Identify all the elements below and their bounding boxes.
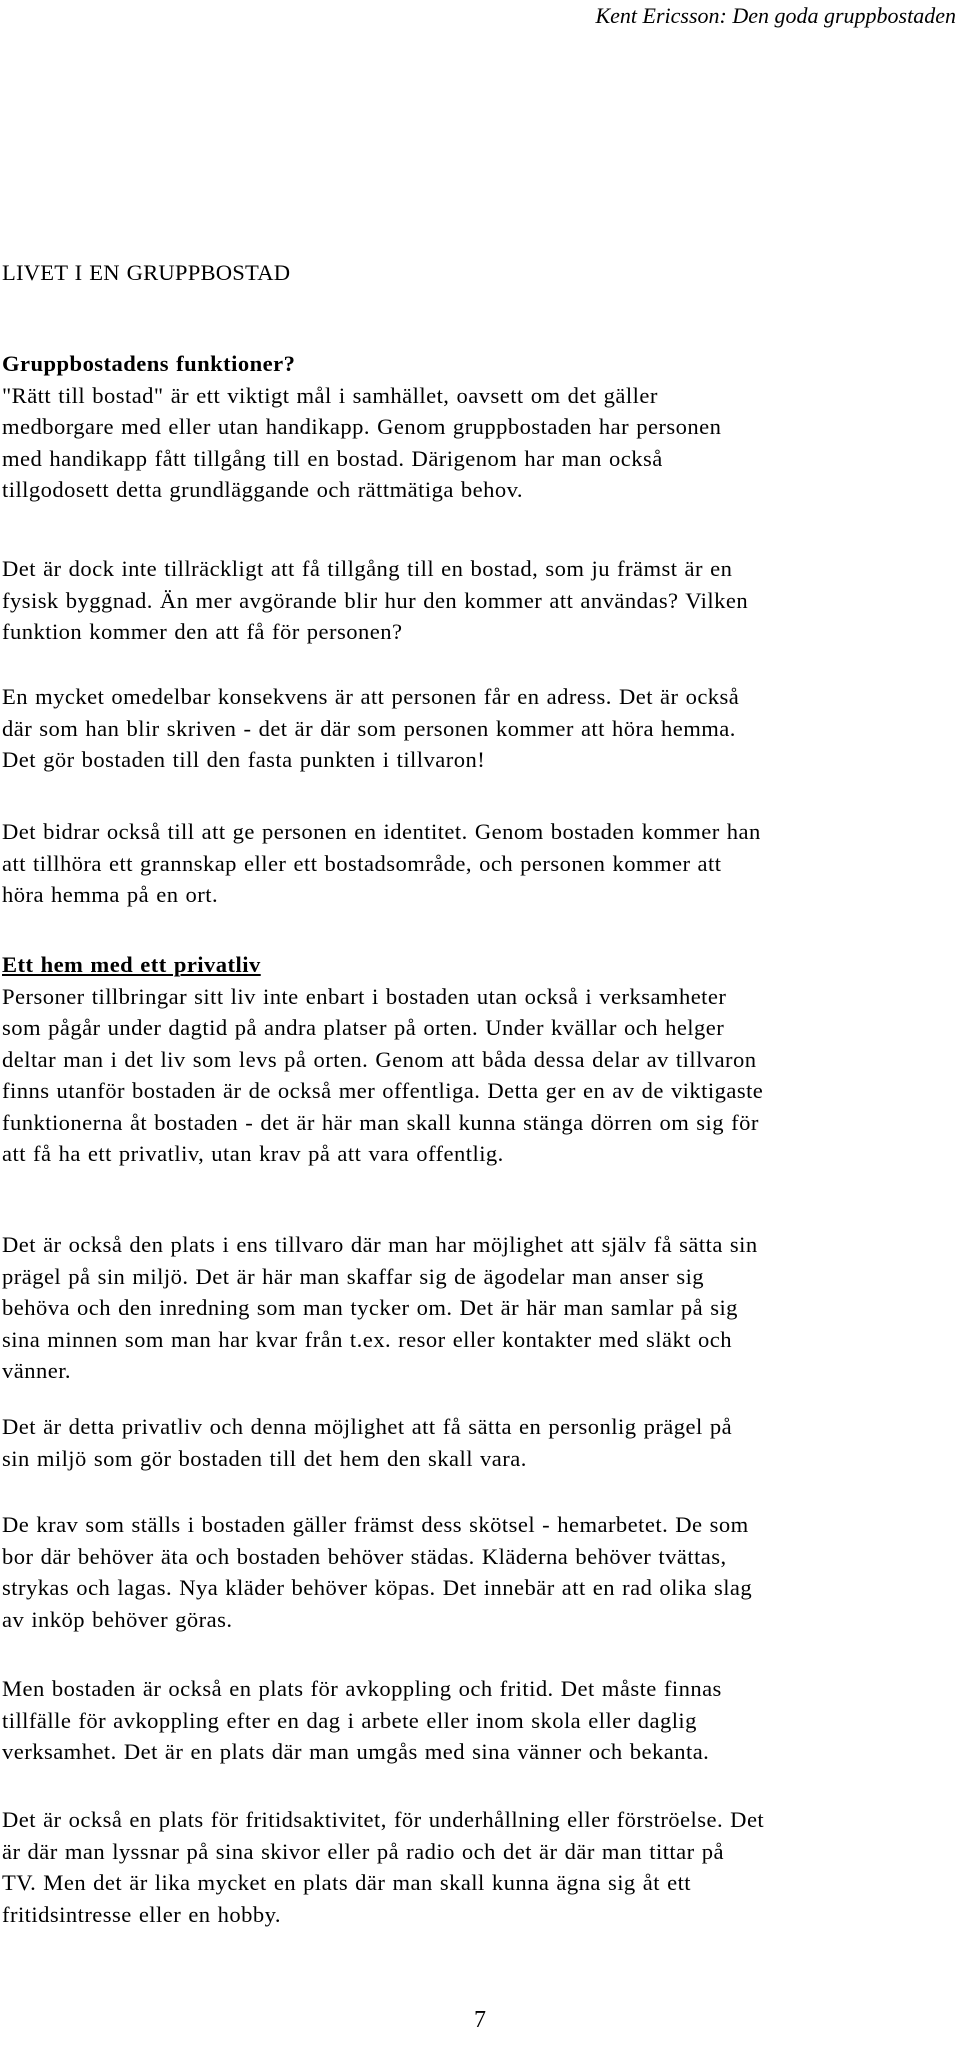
- text-line: deltar man i det liv som levs på orten. Genom att båda dessa delar av tillvaron: [2, 1046, 757, 1072]
- paragraph: [2, 1229, 758, 1387]
- text-line: som pågår under dagtid på andra platser på orten. Under kvällar och helger: [2, 1015, 725, 1040]
- text-line: En mycket omedelbar konsekvens är att personen får en adress. Det är också: [2, 684, 740, 709]
- text-line: prägel på sin miljö. Det är här man skaffar sig de ägodelar man anser sig: [2, 1263, 705, 1289]
- text-line: tillfälle för avkoppling efter en dag i arbete eller inom skola eller daglig: [2, 1707, 697, 1733]
- section-gruppbostadens-funktioner: [2, 348, 721, 506]
- text-line: vänner.: [2, 1358, 72, 1383]
- paragraph: [2, 816, 761, 911]
- paragraph: [2, 1411, 732, 1474]
- text-line: Personer tillbringar sitt liv inte enbart i bostaden utan också i verksamheter: [2, 983, 727, 1009]
- text-line: av inköp behöver göras.: [2, 1606, 233, 1632]
- text-line: strykas och lagas. Nya kläder behöver köpas. Det innebär att en rad olika slag: [2, 1575, 753, 1600]
- text-line: tillgodosett detta grundläggande och rättmätiga behov.: [2, 477, 523, 502]
- text-line: fysisk byggnad. Än mer avgörande blir hur den kommer att användas? Vilken: [2, 587, 749, 613]
- text-line: Men bostaden är också en plats för avkoppling och fritid. Det måste finnas: [2, 1676, 722, 1701]
- text-line: verksamhet. Det är en plats där man umgås med sina vänner och bekanta.: [2, 1739, 710, 1764]
- section-heading: Ett hem med ett privatliv: [2, 952, 261, 977]
- text-line: "Rätt till bostad" är ett viktigt mål i samhället, oavsett om det gäller: [2, 382, 658, 408]
- text-line: Det är detta privatliv och denna möjlighet att få sätta en personlig prägel på: [2, 1414, 733, 1439]
- paragraph: [2, 1673, 722, 1768]
- text-line: att tillhöra ett grannskap eller ett bostadsområde, och personen kommer att: [2, 850, 722, 876]
- paragraph: [2, 681, 739, 776]
- text-line: Det gör bostaden till den fasta punkten i tillvaron!: [2, 747, 486, 772]
- text-line: sin miljö som gör bostaden till det hem den skall vara.: [2, 1445, 527, 1471]
- text-line: fritidsintresse eller en hobby.: [2, 1901, 282, 1927]
- paragraph: [2, 553, 748, 648]
- running-header: Kent Ericsson: Den goda gruppbostaden: [595, 3, 956, 28]
- text-line: är där man lyssnar på sina skivor eller på radio och det är där man tittar på: [2, 1838, 724, 1864]
- text-line: Det är också en plats för fritidsaktivitet, för underhållning eller förströelse. Det: [2, 1807, 765, 1832]
- text-line: funktion kommer den att få för personen?: [2, 619, 403, 644]
- paragraph: [2, 1509, 752, 1635]
- text-line: Det är dock inte tillräckligt att få tillgång till en bostad, som ju främst är en: [2, 556, 733, 581]
- text-line: De krav som ställs i bostaden gäller främst dess skötsel - hemarbetet. De som: [2, 1512, 749, 1537]
- text-line: höra hemma på en ort.: [2, 882, 219, 907]
- text-line: TV. Men det är lika mycket en plats där man skall kunna ägna sig åt ett: [2, 1870, 692, 1895]
- text-line: medborgare med eller utan handikapp. Genom gruppbostaden har personen: [2, 414, 722, 439]
- text-line: att få ha ett privatliv, utan krav på att vara offentlig.: [2, 1141, 504, 1166]
- paragraph: [2, 1804, 764, 1930]
- text-line: där som han blir skriven - det är där som personen kommer att höra hemma.: [2, 715, 736, 741]
- text-line: sina minnen som man har kvar från t.ex. resor eller kontakter med släkt och: [2, 1326, 732, 1352]
- section-ett-hem-med-ett-privatliv: [2, 949, 763, 1170]
- document-title: LIVET I EN GRUPPBOSTAD: [2, 260, 291, 285]
- text-line: Det bidrar också till att ge personen en identitet. Genom bostaden kommer han: [2, 819, 761, 844]
- text-line: funktionerna åt bostaden - det är här man skall kunna stänga dörren om sig för: [2, 1109, 759, 1135]
- text-line: med handikapp fått tillgång till en bostad. Därigenom har man också: [2, 445, 663, 471]
- text-line: Det är också den plats i ens tillvaro där man har möjlighet att själv få sätta sin: [2, 1232, 758, 1257]
- text-line: behöva och den inredning som man tycker om. Det är här man samlar på sig: [2, 1295, 738, 1320]
- section-heading: Gruppbostadens funktioner?: [2, 351, 296, 376]
- text-line: bor där behöver äta och bostaden behöver städas. Kläderna behöver tvättas,: [2, 1543, 727, 1569]
- page-number: 7: [474, 2007, 486, 2033]
- text-line: finns utanför bostaden är de också mer offentliga. Detta ger en av de viktigaste: [2, 1078, 764, 1103]
